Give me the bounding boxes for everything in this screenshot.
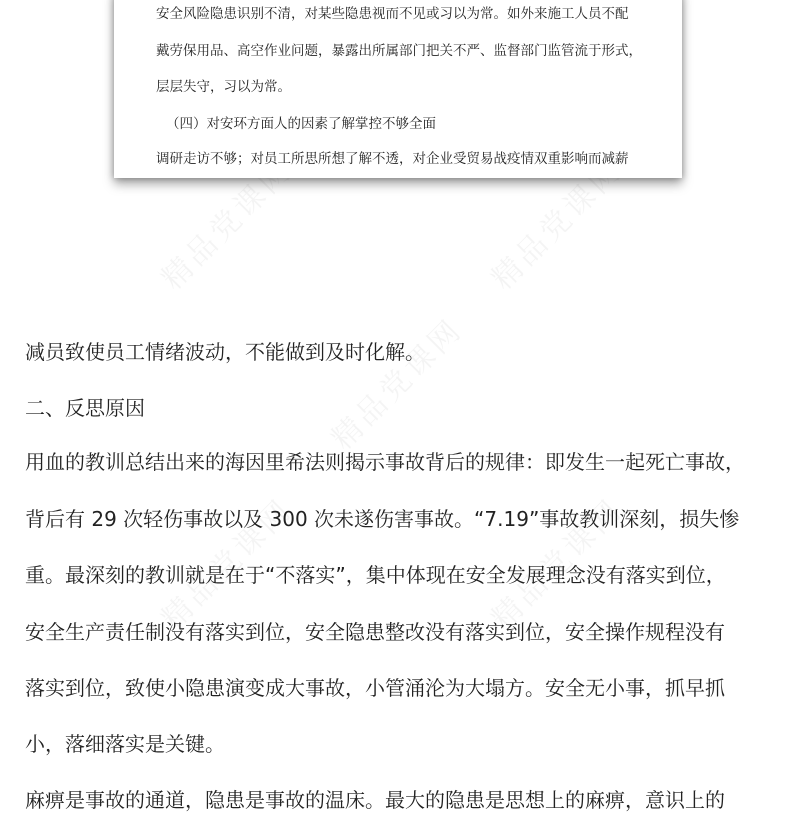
paragraph-line: 重。最深刻的教训就是在于“不落实”，集中体现在安全发展理念没有落实到位，	[25, 563, 726, 587]
preview-line: 调研走访不够；对员工所思所想了解不透，对企业受贸易战疫情双重影响而减薪	[156, 151, 629, 167]
paragraph-line: 小，落细落实是关键。	[25, 732, 225, 756]
paragraph-line: 安全生产责任制没有落实到位，安全隐患整改没有落实到位，安全操作规程没有	[25, 620, 725, 644]
document-page-preview	[114, 0, 682, 178]
preview-line: 安全风险隐患识别不清，对某些隐患视而不见或习以为常。如外来施工人员不配	[156, 6, 629, 22]
paragraph-line: 减员致使员工情绪波动，不能做到及时化解。	[25, 340, 425, 364]
preview-line: 戴劳保用品、高空作业问题，暴露出所属部门把关不严、监督部门监管流于形式，	[156, 43, 642, 59]
paragraph-line: 背后有 29 次轻伤事故以及 300 次未遂伤害事故。“7.19”事故教训深刻，损失惨	[25, 507, 740, 531]
section-heading: 二、反思原因	[25, 396, 145, 420]
watermark	[319, 306, 470, 457]
preview-section-heading: （四）对安环方面人的因素了解掌控不够全面	[166, 116, 436, 132]
paragraph-line: 落实到位，致使小隐患演变成大事故，小管涌沦为大塌方。安全无小事，抓早抓	[25, 676, 725, 700]
paragraph-line: 麻痹是事故的通道，隐患是事故的温床。最大的隐患是思想上的麻痹，意识上的	[25, 788, 725, 812]
preview-line: 层层失守，习以为常。	[156, 79, 291, 95]
paragraph-line: 用血的教训总结出来的海因里希法则揭示事故背后的规律：即发生一起死亡事故，	[25, 450, 745, 474]
